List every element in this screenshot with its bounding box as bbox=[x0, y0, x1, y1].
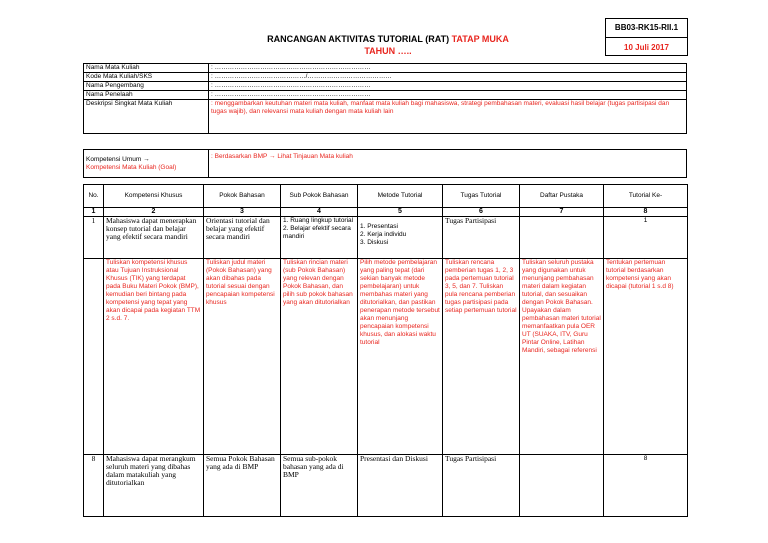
cell-metode: Presentasi dan Diskusi bbox=[358, 455, 443, 517]
cell-tugas: Tugas Partisipasi bbox=[443, 455, 520, 517]
info-value: : ……………………………………………………………… bbox=[209, 91, 687, 100]
table-row bbox=[84, 217, 688, 259]
column-header: Tutorial Ke- bbox=[604, 185, 688, 208]
cell-pustaka bbox=[520, 217, 604, 259]
column-number: 3 bbox=[204, 208, 281, 217]
info-label: Deskripsi Singkat Mata Kuliah bbox=[84, 100, 209, 134]
info-label: Nama Penelaah bbox=[84, 91, 209, 100]
column-header: Daftar Pustaka bbox=[520, 185, 604, 208]
info-label: Nama Mata Kuliah bbox=[84, 64, 209, 73]
cell-pokok-bahasan: Tuliskan judul materi (Pokok Bahasan) yang akan dibahas pada tutorial sesuai dengan pencapaian kompetensi khusus bbox=[204, 259, 281, 455]
column-header-row bbox=[84, 185, 688, 208]
column-header: Sub Pokok Bahasan bbox=[281, 185, 358, 208]
title-highlight: TATAP MUKA bbox=[451, 34, 509, 44]
title-year: TAHUN ….. bbox=[364, 46, 412, 56]
info-row bbox=[84, 73, 687, 82]
cell-pokok-bahasan: Orientasi tutorial dan belajar yang efektif secara mandiri bbox=[204, 217, 281, 259]
cell-tugas: Tuliskan rencana pemberian tugas 1, 2, 3 pada pertemuan tutorial 3, 5, dan 7. Tuliskan pula rencana pemberian tugas partisipasi pada setiap pertemuan tutorial bbox=[443, 259, 520, 455]
row-number: 1 bbox=[84, 217, 104, 259]
column-number: 5 bbox=[358, 208, 443, 217]
column-number-row bbox=[84, 208, 688, 217]
column-number: 6 bbox=[443, 208, 520, 217]
cell-tutorial-ke: Tentukan pertemuan tutorial berdasarkan kompetensi yang akan dicapai (tutorial 1 s.d 8) bbox=[604, 259, 688, 455]
table-row bbox=[84, 259, 688, 455]
column-number: 8 bbox=[604, 208, 688, 217]
cell-tutorial-ke: 1 bbox=[604, 217, 688, 259]
column-number: 1 bbox=[84, 208, 104, 217]
sub-item: 2. Belajar efektif secara mandiri bbox=[283, 225, 351, 240]
column-header: Metode Tutorial bbox=[358, 185, 443, 208]
sub-item: 1. Ruang lingkup tutorial bbox=[283, 217, 354, 224]
column-number: 2 bbox=[104, 208, 204, 217]
competency-general-label: Kompetensi Umum → bbox=[86, 155, 150, 163]
cell-kompetensi: Mahasiswa dapat menerapkan konsep tutorial dan belajar yang efektif secara mandiri bbox=[104, 217, 204, 259]
info-label: Kode Mata Kuliah/SKS bbox=[84, 73, 209, 82]
row-number: 8 bbox=[84, 455, 104, 517]
title-main: RANCANGAN AKTIVITAS TUTORIAL (RAT) bbox=[267, 34, 450, 44]
info-value: : ……………………………………/………………………………… bbox=[209, 73, 687, 82]
cell-metode: Pilih metode pembelajaran yang paling tepat (dari sekian banyak metode pembelajaran) untuk membahas materi yang ditutorialkan, dan pastikan penerapan metode tersebut akan menunjang pencapaian kompetensi khusus, dan alokasi waktu tutorial bbox=[358, 259, 443, 455]
info-row bbox=[84, 82, 687, 91]
cell-sub-pokok bbox=[281, 217, 358, 259]
cell-tugas: Tugas Partisipasi bbox=[443, 217, 520, 259]
cell-kompetensi: Tuliskan kompetensi khusus atau Tujuan Instruksional Khusus (TIK) yang terdapat pada Buku Materi Pokok (BMP), kemudian beri bintang pada kompetensi yang tepat yang akan dicapai pada kegiatan TTM 2 s.d. 7. bbox=[104, 259, 204, 455]
document-date: 10 Juli 2017 bbox=[624, 43, 669, 52]
course-info-table bbox=[83, 63, 687, 134]
column-number: 4 bbox=[281, 208, 358, 217]
competency-row bbox=[84, 150, 687, 178]
competency-table bbox=[83, 149, 687, 178]
cell-metode bbox=[358, 217, 443, 259]
document-code: BB03-RK15-RII.1 bbox=[606, 19, 687, 38]
cell-pustaka bbox=[520, 455, 604, 517]
table-row bbox=[84, 455, 688, 517]
cell-tutorial-ke: 8 bbox=[604, 455, 688, 517]
competency-value: : Berdasarkan BMP → Lihat Tinjauan Mata kuliah bbox=[209, 150, 687, 178]
info-value: : ……………………………………………………………… bbox=[209, 82, 687, 91]
info-label: Nama Pengembang bbox=[84, 82, 209, 91]
cell-sub-pokok: Semua sub-pokok bahasan yang ada di BMP bbox=[281, 455, 358, 517]
competency-goal-label: Kompetensi Mata Kuliah (Goal) bbox=[86, 163, 177, 171]
document-code-box bbox=[605, 18, 688, 56]
cell-pustaka: Tuliskan seluruh pustaka yang digunakan untuk menunjang pembahasan materi dalam kegiatan tutorial, dan sesuaikan dengan Pokok Bahasan. Upayakan dalam pembahasan materi tutorial memanfaatkan pula OER UT (SUAKA, ITV, Guru Pintar Online, Latihan Mandiri, sebagai referensi bbox=[520, 259, 604, 455]
cell-kompetensi: Mahasiswa dapat merangkum seluruh materi yang dibahas dalam matakuliah yang ditutorialkan bbox=[104, 455, 204, 517]
info-value: : ……………………………………………………………… bbox=[209, 64, 687, 73]
info-value: : menggambarkan keutuhan materi mata kuliah, manfaat mata kuliah bagi mahasiswa, strategi pembahasan materi, evaluasi hasil belajar (tugas partisipasi dan tugas wajib), dan relevansi mata kuliah dengan mata kuliah lain bbox=[209, 100, 687, 134]
info-row bbox=[84, 100, 687, 134]
column-header: Pokok Bahasan bbox=[204, 185, 281, 208]
metode-item: 3. Diskusi bbox=[360, 239, 389, 246]
info-row bbox=[84, 64, 687, 73]
metode-item: 1. Presentasi bbox=[360, 223, 398, 230]
column-number: 7 bbox=[520, 208, 604, 217]
activity-table bbox=[83, 184, 688, 517]
column-header: Tugas Tutorial bbox=[443, 185, 520, 208]
cell-sub-pokok: Tuliskan rincian materi (sub Pokok Bahasan) yang relevan dengan Pokok Bahasan, dan pilih sub pokok bahasan yang akan ditutorialkan bbox=[281, 259, 358, 455]
cell-pokok-bahasan: Semua Pokok Bahasan yang ada di BMP bbox=[204, 455, 281, 517]
document-title bbox=[238, 33, 538, 57]
row-number bbox=[84, 259, 104, 455]
info-row bbox=[84, 91, 687, 100]
column-header: Kompetensi Khusus bbox=[104, 185, 204, 208]
column-header: No. bbox=[84, 185, 104, 208]
metode-item: 2. Kerja individu bbox=[360, 231, 407, 238]
competency-label bbox=[84, 150, 209, 178]
